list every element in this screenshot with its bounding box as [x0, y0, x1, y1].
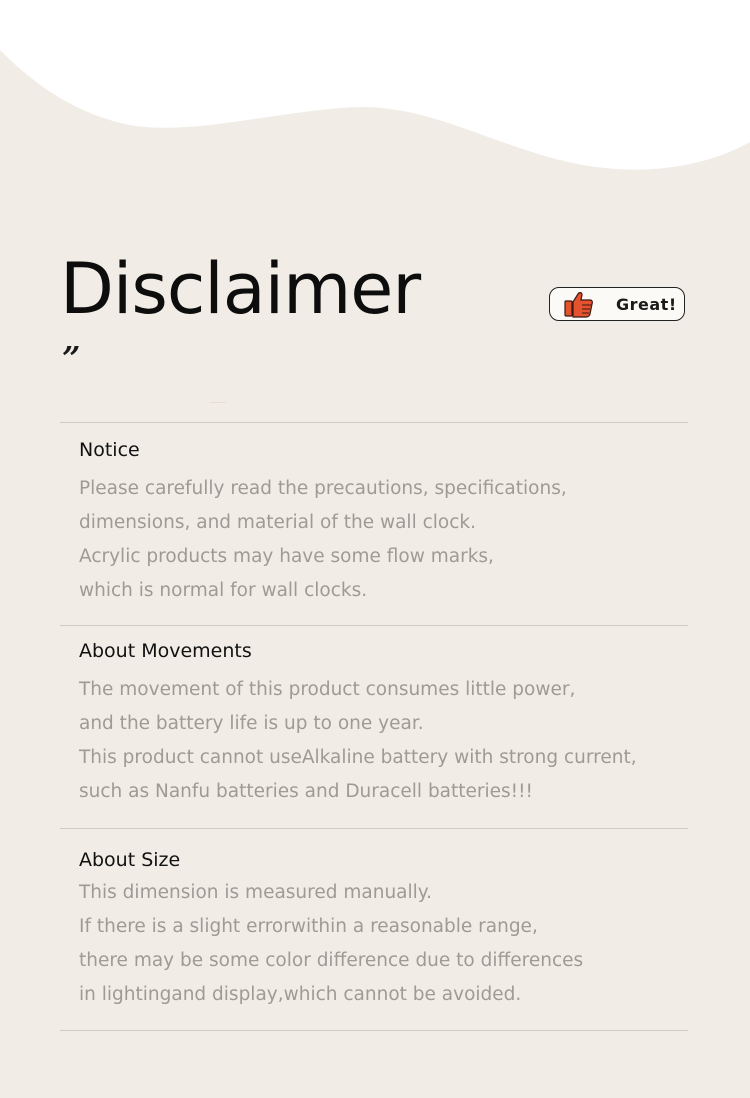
page-title: Disclaimer	[60, 248, 421, 330]
divider	[210, 402, 226, 403]
section-heading: About Size	[79, 849, 181, 871]
section-text-line: Please carefully read the precautions, specifications,	[79, 478, 567, 499]
section-text-line: The movement of this product consumes little power,	[79, 679, 576, 700]
section-text-line: such as Nanfu batteries and Duracell batteries!!!	[79, 781, 533, 802]
section-notice	[79, 438, 719, 608]
section-about-size	[79, 848, 719, 1012]
section-text-line: Acrylic products may have some flow marks,	[79, 546, 494, 567]
section-text-line: there may be some color difference due to differences	[79, 950, 584, 971]
section-text-line: This dimension is measured manually.	[79, 882, 432, 903]
section-text-line: in lightingand display,which cannot be avoided.	[79, 984, 522, 1005]
section-text-line: which is normal for wall clocks.	[79, 580, 368, 601]
divider	[60, 422, 688, 423]
section-text-line: This product cannot useAlkaline battery with strong current,	[79, 747, 637, 768]
great-badge	[549, 287, 685, 321]
section-text-line: dimensions, and material of the wall clock.	[79, 512, 476, 533]
divider	[60, 625, 688, 626]
section-about-movements	[79, 639, 719, 809]
thumbs-up-icon	[564, 290, 594, 318]
divider	[60, 1030, 688, 1031]
section-text-line: If there is a slight errorwithin a reasonable range,	[79, 916, 538, 937]
quote-mark: ”	[62, 339, 81, 377]
great-label: Great!	[616, 294, 677, 314]
section-text-line: and the battery life is up to one year.	[79, 713, 424, 734]
divider	[60, 828, 688, 829]
section-heading: About Movements	[79, 640, 252, 662]
section-heading: Notice	[79, 439, 140, 461]
wave-background	[0, 0, 750, 180]
